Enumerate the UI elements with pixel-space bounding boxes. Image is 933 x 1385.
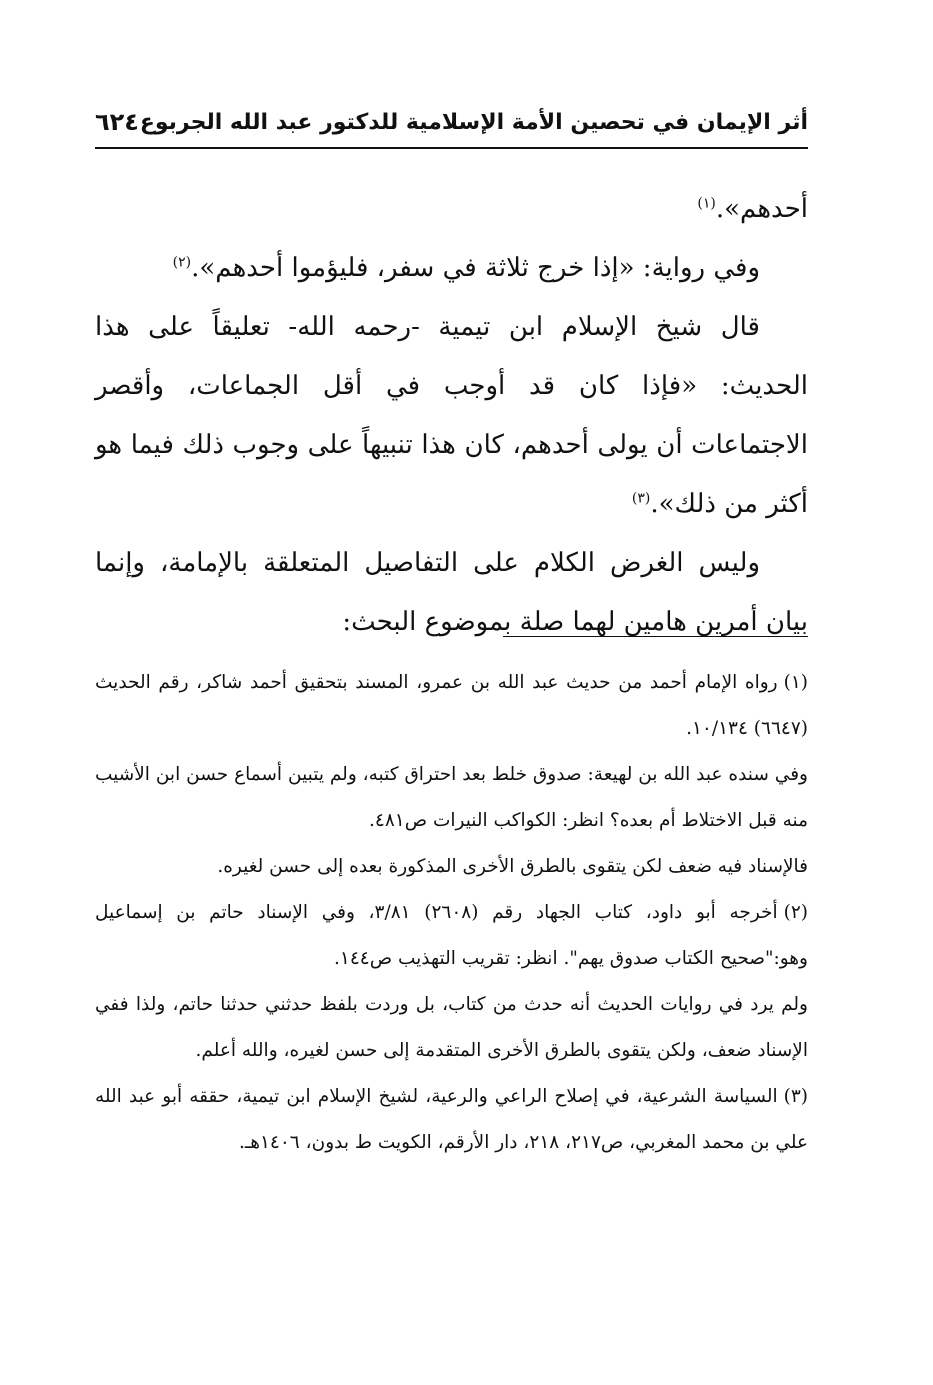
footnote-1-text: رواه الإمام أحمد من حديث عبد الله بن عمرو، المسند بتحقيق أحمد شاكر، رقم الحديث (٦٦٤٧) ١٠/١٣٤. (95, 672, 808, 739)
paragraph-3-text: قال شيخ الإسلام ابن تيمية -رحمه الله- تعليقاً على هذا الحديث: «فإذا كان قد أوجب في أقل الجماعات، وأقصر الاجتماعات أن يولى أحدهم، كان هذا تنبيهاً على وجوب ذلك فيما هو أكثر من ذلك». (95, 312, 808, 519)
footnote-2 (95, 890, 808, 982)
footnote-ref-1: (١) (697, 195, 716, 212)
main-text (95, 180, 808, 652)
footnote-1-note-2: وفي سنده عبد الله بن لهيعة: صدوق خلط بعد احتراق كتبه، ولم يتبين أسماع حسن ابن الأشيب منه قبل الاختلاط أم بعده؟ انظر: الكواكب النيرات ص٤٨١. (95, 764, 808, 831)
running-header (95, 100, 808, 144)
paragraph-4: وليس الغرض الكلام على التفاصيل المتعلقة بالإمامة، وإنما بيان أمرين هامين لهما صلة بموضوع البحث: (95, 548, 808, 637)
footnote-3-text: السياسة الشرعية، في إصلاح الراعي والرعية، لشيخ الإسلام ابن تيمية، حققه أبو عبد الله علي بن محمد المغربي، ص٢١٧، ٢١٨، دار الأرقم، الكويت ط بدون، ١٤٠٦هـ. (95, 1086, 808, 1153)
running-header-title: أثر الإيمان في تحصين الأمة الإسلامية للدكتور عبد الله الجربوع (139, 109, 808, 135)
footnote-ref-3: (٣) (631, 490, 651, 507)
footnote-separator (503, 636, 808, 637)
footnote-2-text: أخرجه أبو داود، كتاب الجهاد رقم (٢٦٠٨) ٣/٨١، وفي الإسناد حاتم بن إسماعيل وهو:"صحيح الكتاب صدوق يهم". انظر: تقريب التهذيب ص١٤٤. (95, 902, 808, 969)
footnote-3-number: (٣) (783, 1086, 808, 1107)
footnote-1-number: (١) (783, 672, 808, 693)
paragraph-2-text: وفي رواية: «إذا خرج ثلاثة في سفر، فليؤموا أحدهم». (191, 253, 760, 283)
header-divider (95, 147, 808, 149)
footnote-3 (95, 1074, 808, 1166)
paragraph-3 (95, 298, 808, 534)
footnote-2-number: (٢) (783, 902, 808, 923)
page-number: ٦٢٤ (95, 108, 139, 136)
footnote-2-note-2: ولم يرد في روايات الحديث أنه حدث من كتاب، بل وردت بلفظ حدثني حدثنا حاتم، ولذا ففي الإسناد ضعف، ولكن يتقوى بالطرق الأخرى المتقدمة إلى حسن لغيره، والله أعلم. (95, 994, 808, 1061)
footnotes (95, 660, 808, 1166)
paragraph-1-text: أحدهم». (715, 194, 808, 224)
footnote-ref-2: (٢) (172, 254, 192, 271)
footnote-1-note-3: فالإسناد فيه ضعف لكن يتقوى بالطرق الأخرى المذكورة بعده إلى حسن لغيره. (217, 856, 808, 877)
paragraph-2 (95, 239, 808, 298)
footnote-1 (95, 660, 808, 752)
paragraph-1 (95, 180, 808, 239)
